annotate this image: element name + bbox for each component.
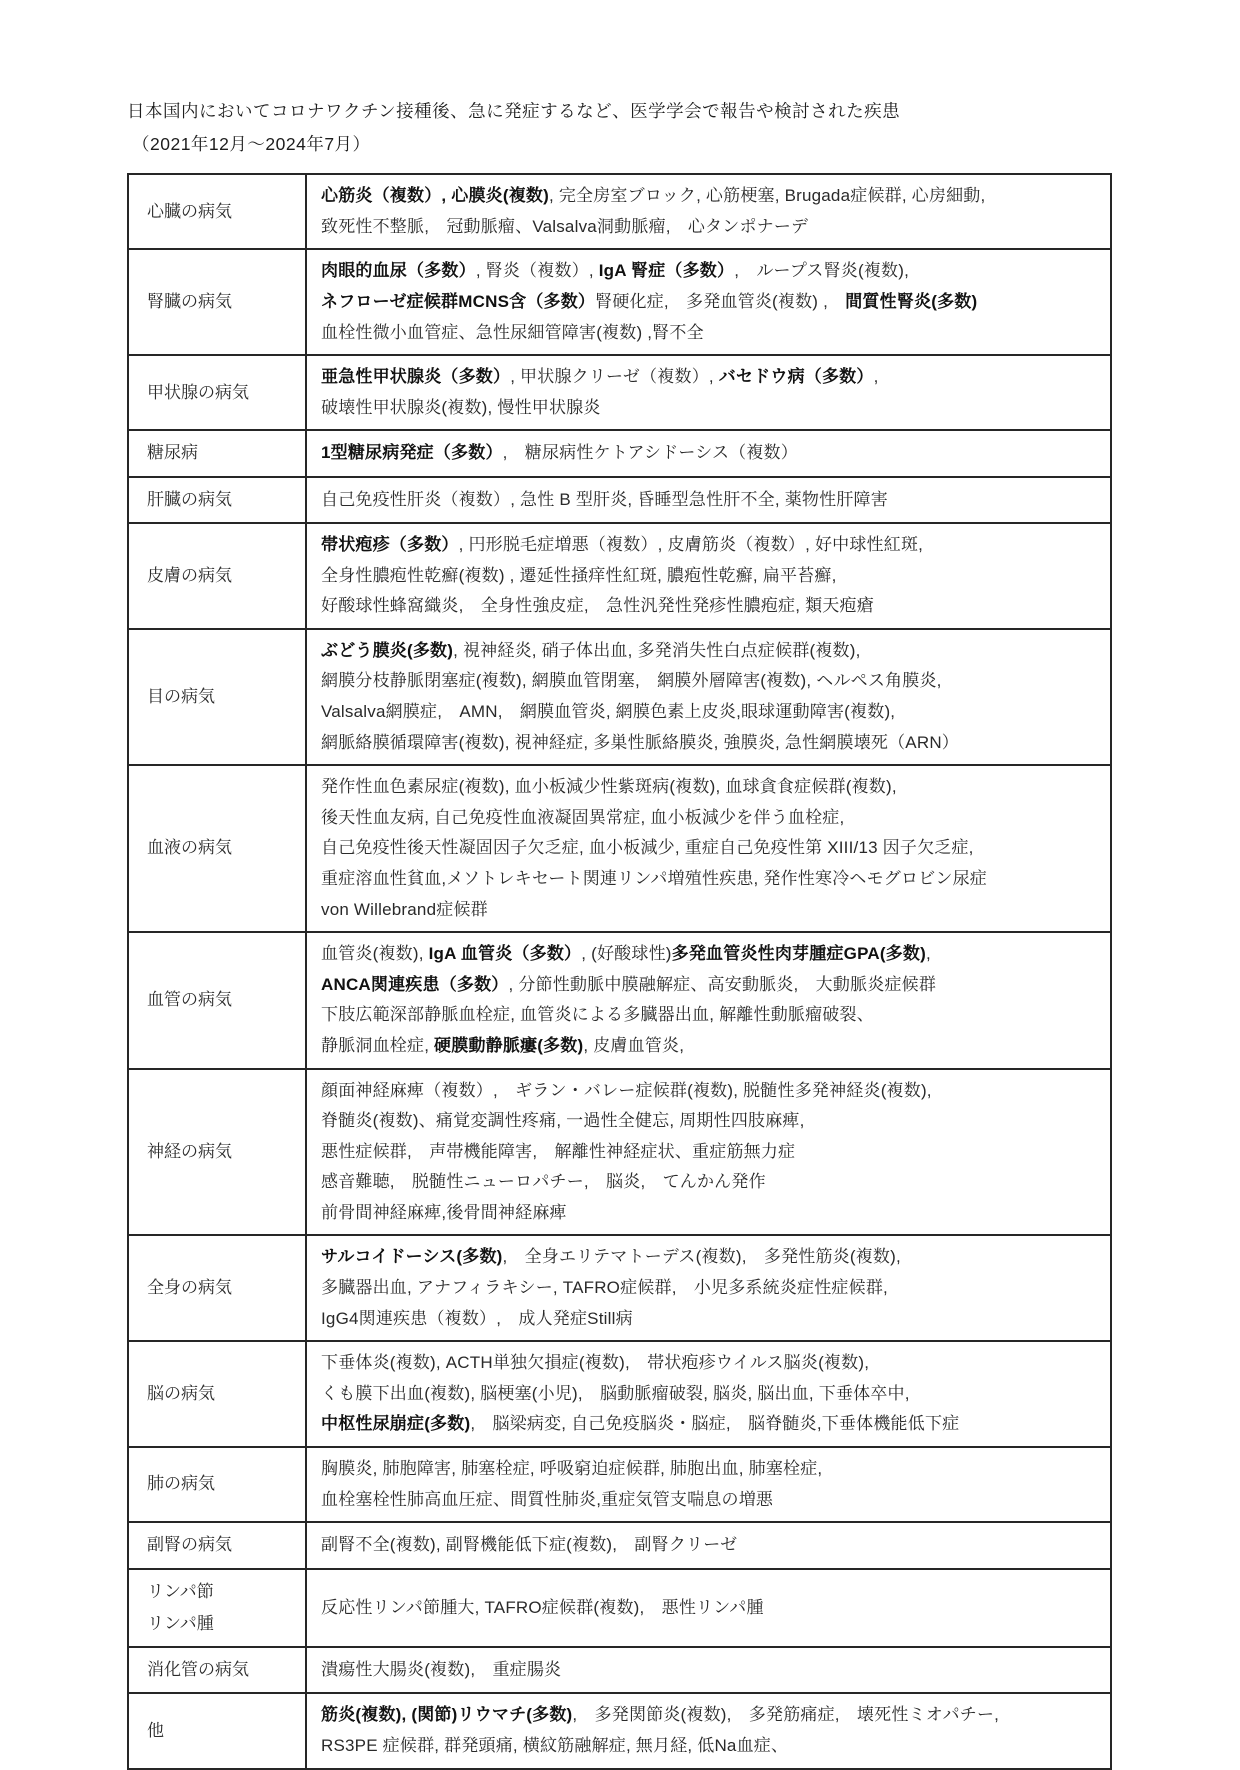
disease-text: 血管炎(複数), [321,944,429,964]
disease-line [321,591,1100,622]
disease-line [321,1379,1100,1410]
disease-text-bold: サルコイドーシス(多数) [321,1247,503,1267]
disease-line [321,561,1100,592]
disease-text: von Willebrand症候群 [321,899,488,919]
disease-text: , 分節性動脈中膜融解症、高安動脈炎, 大動脈炎症候群 [508,974,937,994]
disease-text: 多臓器出血, アナフィラキシー, TAFRO症候群, 小児多系統炎症性症候群, [321,1278,888,1298]
diseases-cell [306,1341,1111,1447]
disease-text: , 糖尿病性ケトアシドーシス（複数） [502,443,798,463]
disease-line [321,1242,1100,1273]
disease-line [321,212,1100,243]
disease-text: 副腎不全(複数), 副腎機能低下症(複数), 副腎クリーゼ [321,1535,738,1555]
table-row [128,629,1111,765]
table-row [128,1647,1111,1693]
disease-text: 後天性血友病, 自己免疫性血液凝固異常症, 血小板減少を伴う血栓症, [321,807,845,827]
diseases-cell [306,765,1111,932]
disease-text: , 円形脱毛症増悪（複数）, 皮膚筋炎（複数）, 好中球性紅斑, [458,535,924,554]
disease-line [321,1348,1100,1379]
table-row [128,1069,1111,1236]
table-row [128,932,1111,1068]
disease-text: 静脈洞血栓症, [321,1035,435,1055]
disease-text-bold: ネフローゼ症候群MCNS含（多数） [321,292,596,312]
disease-text: RS3PE 症候群, 群発頭痛, 横紋筋融解症, 無月経, 低Na血症、 [321,1736,789,1755]
table-row [128,523,1111,629]
disease-text-bold: 硬膜動静脈瘻(多数) [434,1035,584,1055]
disease-text-bold: 筋炎(複数), (関節)リウマチ(多数) [321,1705,573,1725]
table-row [128,1341,1111,1447]
disease-line [321,895,1100,926]
disease-text: 血栓塞栓性肺高血圧症、間質性肺炎,重症気管支喘息の増悪 [321,1489,774,1509]
disease-text: , [925,944,931,964]
disease-line [321,666,1100,697]
category-cell: 目の病気 [128,629,306,765]
disease-text-bold: 多発血管炎性肉芽腫症GPA(多数) [671,944,926,964]
category-cell: 肝臓の病気 [128,477,306,523]
disease-line [321,728,1100,759]
disease-text: 自己免疫性後天性凝固因子欠乏症, 血小板減少, 重症自己免疫性第 XIII/13 因子欠乏症, [321,838,974,858]
disease-line [321,256,1100,287]
disease-line [321,1485,1100,1516]
disease-text: , 視神経炎, 硝子体出血, 多発消失性白点症候群(複数), [453,640,861,660]
disease-text-bold: バセドウ病（多数） [718,367,874,387]
disease-line [321,1409,1100,1440]
disease-text: 腎硬化症, 多発血管炎(複数) , [595,292,846,312]
disease-text: 血栓性微小血管症、急性尿細管障害(複数) ,腎不全 [321,322,704,342]
disease-text: , 完全房室ブロック, 心筋梗塞, Brugada症候群, 心房細動, [548,186,986,206]
disease-text: 下垂体炎(複数), ACTH単独欠損症(複数), 帯状疱疹ウイルス脳炎(複数), [321,1353,870,1373]
diseases-cell [306,1235,1111,1341]
disease-line [321,803,1100,834]
disease-line [321,636,1100,667]
disease-text: 好酸球性蜂窩織炎, 全身性強皮症, 急性汎発性発疹性膿疱症, 類天疱瘡 [321,596,874,616]
diseases-cell [306,174,1111,249]
category-cell: 肺の病気 [128,1447,306,1522]
disease-line [321,939,1100,970]
diseases-cell [306,932,1111,1068]
disease-line [321,1530,1100,1561]
disease-text: 致死性不整脈, 冠動脈瘤、Valsalva洞動脈瘤, 心タンポナーデ [321,216,809,236]
disease-text-bold: ANCA関連疾患（多数） [321,974,509,994]
category-cell: 甲状腺の病気 [128,355,306,430]
disease-line [321,1700,1100,1731]
diseases-cell [306,1447,1111,1522]
disease-line [321,318,1100,349]
diseases-cell [306,1647,1111,1693]
disease-line [321,287,1100,318]
disease-line [321,1167,1100,1198]
disease-line [321,1731,1100,1762]
category-cell: 脳の病気 [128,1341,306,1447]
table-row [128,1569,1111,1648]
category-cell: 消化管の病気 [128,1647,306,1693]
table-row [128,477,1111,523]
disease-text: 重症溶血性貧血,メソトレキセート関連リンパ増殖性疾患, 発作性寒冷ヘモグロビン尿症 [321,868,987,888]
disease-text: 網脈絡膜循環障害(複数), 視神経症, 多巣性脈絡膜炎, 強膜炎, 急性網膜壊死（ARN） [321,732,959,752]
table-row [128,430,1111,476]
table-row [128,1693,1111,1768]
disease-text: 発作性血色素尿症(複数), 血小板減少性紫斑病(複数), 血球貪食症候群(複数), [321,777,897,797]
disease-text: 胸膜炎, 肺胞障害, 肺塞栓症, 呼吸窮迫症候群, 肺胞出血, 肺塞栓症, [321,1459,823,1479]
page-subtitle: （2021年12月～2024年7月） [132,134,371,155]
disease-line [321,1031,1100,1062]
disease-text-bold: 中枢性尿崩症(多数) [321,1414,471,1434]
category-cell: 腎臓の病気 [128,249,306,355]
diseases-cell [306,249,1111,355]
disease-line [321,1304,1100,1335]
disease-text-bold: 亜急性甲状腺炎（多数） [321,367,511,387]
disease-text: 全身性膿疱性乾癬(複数) , 遷延性掻痒性紅斑, 膿疱性乾癬, 扁平苔癬, [321,565,837,585]
diseases-cell [306,430,1111,476]
disease-line [321,1655,1100,1686]
disease-text: , 多発関節炎(複数), 多発筋痛症, 壊死性ミオパチー, [572,1705,1000,1725]
disease-line [321,1198,1100,1229]
diseases-cell [306,1693,1111,1768]
disease-text-bold: 帯状疱疹（多数） [321,535,459,554]
disease-line [321,970,1100,1001]
disease-text: 顔面神経麻痺（複数）, ギラン・バレー症候群(複数), 脱髄性多発神経炎(複数), [321,1080,932,1100]
diseases-cell [306,1522,1111,1568]
disease-text: 潰瘍性大腸炎(複数), 重症腸炎 [321,1659,562,1679]
disease-text: Valsalva網膜症, AMN, 網膜血管炎, 網膜色素上皮炎,眼球運動障害(複数), [321,701,896,721]
disease-text: , 腎炎（複数）, [475,261,599,281]
disease-text: , (好酸球性) [581,944,672,964]
table-row [128,1447,1111,1522]
table-row [128,1235,1111,1341]
disease-line [321,1137,1100,1168]
disease-line [321,362,1100,393]
disease-text: , ループス腎炎(複数), [734,261,910,281]
diseases-cell [306,477,1111,523]
disease-line [321,181,1100,212]
disease-text-bold: IgA 血管炎（多数） [428,944,582,964]
disease-text: 感音難聴, 脱髄性ニューロパチー, 脳炎, てんかん発作 [321,1172,766,1192]
disease-line [321,393,1100,424]
table-row [128,1522,1111,1568]
category-cell: 皮膚の病気 [128,523,306,629]
disease-text: 下肢広範深部静脈血栓症, 血管炎による多臓器出血, 解離性動脈瘤破裂、 [321,1005,874,1025]
disease-line [321,1076,1100,1107]
diseases-cell [306,355,1111,430]
disease-text: , 皮膚血管炎, [583,1035,685,1055]
page-title: 日本国内においてコロナワクチン接種後、急に発症するなど、医学学会で報告や検討された疾患 [127,101,901,121]
category-cell: 糖尿病 [128,430,306,476]
disease-line [321,1454,1100,1485]
disease-text: 悪性症候群, 声帯機能障害, 解離性神経症状、重症筋無力症 [321,1141,796,1161]
disease-line [321,530,1100,561]
disease-text-bold: 心筋炎（複数）, 心膜炎(複数) [321,186,549,206]
disease-line [321,438,1100,469]
category-cell: 神経の病気 [128,1069,306,1236]
disease-line [321,697,1100,728]
disease-text: 破壊性甲状腺炎(複数), 慢性甲状腺炎 [321,397,601,417]
disease-line [321,833,1100,864]
disease-text: 網膜分枝静脈閉塞症(複数), 網膜血管閉塞, 網膜外層障害(複数), ヘルペス角膜炎, [321,671,942,691]
disease-text: , 脳梁病変, 自己免疫脳炎・脳症, 脳脊髄炎,下垂体機能低下症 [470,1414,960,1434]
disease-line [321,772,1100,803]
table-row [128,174,1111,249]
category-cell: 全身の病気 [128,1235,306,1341]
disease-text-bold: 間質性腎炎(多数) [845,292,978,312]
table-row [128,765,1111,932]
table-row [128,355,1111,430]
disease-table-body [128,174,1111,1768]
disease-text-bold: IgA 腎症（多数） [598,261,735,281]
disease-text: IgG4関連疾患（複数）, 成人発症Still病 [321,1308,633,1328]
disease-text-bold: ぶどう膜炎(多数) [321,640,454,660]
disease-line [321,485,1100,516]
diseases-cell [306,1069,1111,1236]
disease-text: 前骨間神経麻痺,後骨間神経麻痺 [321,1202,567,1222]
disease-table [127,173,1112,1769]
disease-text-bold: 肉眼的血尿（多数） [321,261,476,281]
category-cell: 血管の病気 [128,932,306,1068]
diseases-cell [306,523,1111,629]
category-cell: 副腎の病気 [128,1522,306,1568]
disease-text-bold: 1型糖尿病発症（多数） [321,443,503,463]
disease-line [321,1593,1100,1624]
category-cell: 血液の病気 [128,765,306,932]
table-row [128,249,1111,355]
disease-line [321,1106,1100,1137]
disease-line [321,1000,1100,1031]
diseases-cell [306,629,1111,765]
category-cell: 心臓の病気 [128,174,306,249]
disease-text: くも膜下出血(複数), 脳梗塞(小児), 脳動脈瘤破裂, 脳炎, 脳出血, 下垂体卒中, [321,1383,910,1403]
category-cell: 他 [128,1693,306,1768]
disease-line [321,864,1100,895]
diseases-cell [306,1569,1111,1648]
disease-text: , [873,367,879,387]
disease-text: 反応性リンパ節腫大, TAFRO症候群(複数), 悪性リンパ腫 [321,1597,764,1617]
disease-text: 脊髄炎(複数)、痛覚変調性疼痛, 一過性全健忘, 周期性四肢麻痺, [321,1111,805,1131]
disease-text: , 全身エリテマトーデス(複数), 多発性筋炎(複数), [502,1247,901,1267]
disease-text: , 甲状腺クリーゼ（複数）, [510,367,719,387]
category-cell: リンパ節 リンパ腫 [128,1569,306,1648]
disease-line [321,1273,1100,1304]
disease-text: 自己免疫性肝炎（複数）, 急性 B 型肝炎, 昏睡型急性肝不全, 薬物性肝障害 [321,489,888,509]
